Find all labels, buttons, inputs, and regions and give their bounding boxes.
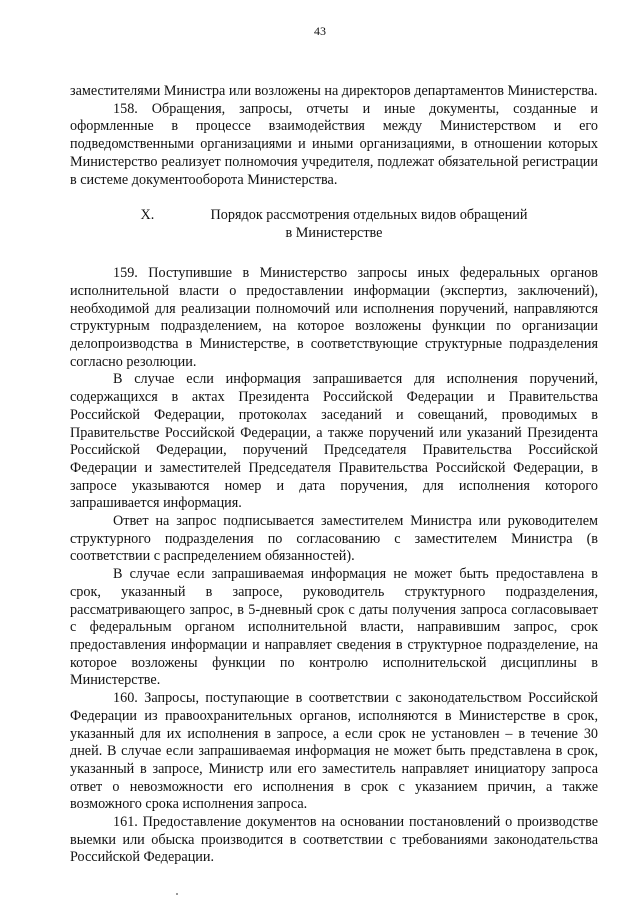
section-heading [70,206,598,242]
section-title-line1: Порядок рассмотрения отдельных видов обращений [210,207,528,224]
scan-speck [176,893,178,895]
document-body [70,83,598,867]
paragraph-161: 161. Предоставление документов на основании постановлений о производстве выемки или обыска производится в соответствии с требованиями законодательства Российской Федерации. [70,814,598,866]
paragraph-160: 160. Запросы, поступающие в соответствии с законодательством Российской Федерации из правоохранительных органов, исполняются в Министерстве в срок, указанный для их исполнения в запросе, а если срок не установлен – в течение 30 дней. В случае если запрашиваемая информация не может быть представлена в срок, указанный в запросе, Министр или его заместитель направляет инициатору запроса ответ о невозможности его исполнения в срок с указанием причин, а также возможного срока исполнения запроса. [70,690,598,813]
section-heading-line1 [70,206,598,224]
section-title-line2: в Министерстве [285,225,383,242]
paragraph-159: 159. Поступившие в Министерство запросы иных федеральных органов исполнительной власти о предоставлении информации (экспертиз, заключений), необходимой для реализации полномочий или исполнения поручений, направляются структурным подразделением, на которое возложены функции по организации делопроизводства в Министерстве, в соответствующие структурные подразделения согласно резолюции. [70,265,598,370]
paragraph-continuation: заместителями Министра или возложены на директоров департаментов Министерства. [70,83,598,99]
paragraph-presidential-requests: В случае если информация запрашивается для исполнения поручений, содержащихся в актах Президента Российской Федерации и Правительства Российской Федерации, протоколах заседаний и совещаний, проводимых в Правительстве Российской Федерации, а также поручений или указаний Президента Российской Федерации, поручений Председателя Правительства Российской Федерации и заместителей Председателя Правительства Российской Федерации, в запросе указываются номер и дата поручения, для исполнения которого запрашивается информация. [70,371,598,512]
paragraph-deadline-agreement: В случае если запрашиваемая информация не может быть предоставлена в срок, указанный в запросе, руководитель структурного подразделения, рассматривающего запрос, в 5-дневный срок с даты получения запроса согласовывает с федеральным органом исполнительной власти, направившим запрос, срок предоставления информации и направляет сведения в структурное подразделение, на которое возложены функции по контролю исполнительской дисциплины в Министерстве. [70,566,598,689]
section-number: X. [140,207,155,224]
page-number: 43 [314,24,326,38]
paragraph-158: 158. Обращения, запросы, отчеты и иные документы, созданные и оформленные в процессе взаимодействия между Министерством и его подведомственными организациями и иными организациями, в отношении которых Министерство реализует полномочия учредителя, подлежат обязательной регистрации в системе документооборота Министерства. [70,100,598,188]
paragraph-answer-signing: Ответ на запрос подписывается заместителем Министра или руководителем структурного подразделения по согласованию с заместителем Министра (в соответствии с распределением обязанностей). [70,513,598,565]
